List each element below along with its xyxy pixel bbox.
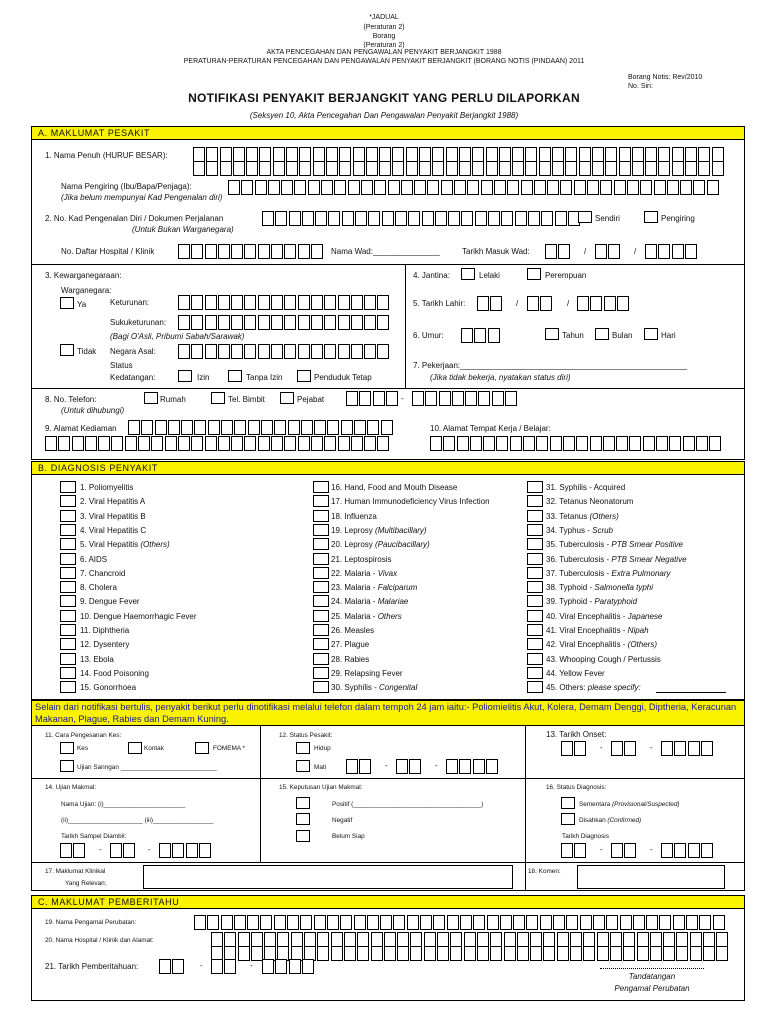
comment-label: 18. Komen: xyxy=(528,868,561,875)
self-label: Sendiri xyxy=(595,214,620,223)
disease-checkbox[interactable] xyxy=(60,510,76,522)
case-checkbox[interactable] xyxy=(60,742,74,754)
disease-checkbox[interactable] xyxy=(60,538,76,550)
guardian-label: Nama Pengiring (Ibu/Bapa/Penjaga): xyxy=(61,182,192,191)
descent-boxes[interactable] xyxy=(178,295,391,310)
comment-field[interactable] xyxy=(577,865,725,889)
resident-label: Penduduk Tetap xyxy=(314,373,372,382)
death-month-boxes[interactable] xyxy=(396,759,423,774)
patient-status-label: 12. Status Pesakit: xyxy=(279,732,333,739)
citizen-label: Warganegara: xyxy=(61,286,112,295)
dob-label: 5. Tarikh Lahir: xyxy=(413,299,466,308)
disease-checkbox[interactable] xyxy=(527,495,543,507)
citizenship-label: 3. Kewarganegaraan: xyxy=(45,271,122,280)
subdescent-label: Sukuketurunan: xyxy=(110,318,167,327)
descent-label: Keturunan: xyxy=(110,298,150,307)
full-name-boxes-2[interactable] xyxy=(193,161,725,176)
diag-month-boxes[interactable] xyxy=(611,843,638,858)
hospital-no-label: No. Daftar Hospital / Klinik xyxy=(61,247,155,256)
header-line: (Peraturan 2) xyxy=(363,24,405,31)
female-checkbox[interactable] xyxy=(527,268,541,280)
disease-label: 24. Malaria - Malariae xyxy=(331,597,409,607)
disease-checkbox[interactable] xyxy=(313,610,329,622)
case-label: Kes xyxy=(77,745,89,752)
work-address-label: 10. Alamat Tempat Kerja / Belajar: xyxy=(430,424,551,433)
origin-label: Negara Asal: xyxy=(110,347,156,356)
diag-day-boxes[interactable] xyxy=(561,843,588,858)
disease-label: 14. Food Poisoning xyxy=(80,668,149,678)
disease-checkbox[interactable] xyxy=(313,681,329,693)
citizen-yes-checkbox[interactable] xyxy=(60,297,74,309)
alive-label: Hidup xyxy=(314,745,331,752)
death-day-boxes[interactable] xyxy=(346,759,373,774)
serial-number: No. Siri: xyxy=(628,83,653,90)
page-subtitle: (Seksyen 10, Akta Pencegahan Dan Pengawalan Penyakit Berjangkit 1988) xyxy=(249,111,519,120)
fomema-checkbox[interactable] xyxy=(195,742,209,754)
dob-month-boxes[interactable] xyxy=(527,296,554,311)
days-checkbox[interactable] xyxy=(644,328,658,340)
dead-checkbox[interactable] xyxy=(296,760,310,772)
positive-checkbox[interactable] xyxy=(296,797,310,809)
escort-checkbox[interactable] xyxy=(644,211,658,223)
disease-checkbox[interactable] xyxy=(527,610,543,622)
confirmed-label: Disahkan (Confirmed) xyxy=(579,817,642,824)
disease-checkbox[interactable] xyxy=(60,595,76,607)
dead-label: Mati xyxy=(314,764,327,771)
home-phone-checkbox[interactable] xyxy=(144,392,158,404)
notifier-label: 19. Nama Pengamal Perubatan: xyxy=(45,919,137,926)
disease-checkbox[interactable] xyxy=(527,653,543,665)
resident-checkbox[interactable] xyxy=(297,370,311,382)
hospital-no-boxes[interactable] xyxy=(178,244,324,259)
admit-date-label: Tarikh Masuk Wad: xyxy=(462,247,530,256)
disease-label: 10. Dengue Haemorrhagic Fever xyxy=(80,611,197,621)
escort-label: Pengiring xyxy=(661,214,695,223)
disease-label: 15. Gonorrhoea xyxy=(80,683,137,693)
disease-label: 2. Viral Hepatitis A xyxy=(80,497,146,507)
disease-checkbox[interactable] xyxy=(527,624,543,636)
gender-label: 4. Jantina: xyxy=(413,271,450,280)
onset-day-boxes[interactable] xyxy=(561,741,588,756)
disease-checkbox[interactable] xyxy=(313,567,329,579)
disease-label: 42. Viral Encephalitis - (Others) xyxy=(546,640,658,650)
disease-label: 37. Tuberculosis - Extra Pulmonary xyxy=(546,568,671,578)
disease-checkbox[interactable] xyxy=(527,681,543,693)
disease-checkbox[interactable] xyxy=(527,538,543,550)
admit-month-boxes[interactable] xyxy=(595,244,622,259)
disease-label: 40. Viral Encephalitis - Japanese xyxy=(546,611,663,621)
occupation-label: 7. Pekerjaan:___________________________________________________ xyxy=(413,361,688,370)
signature-label-2: Pengamal Perubatan xyxy=(614,984,690,993)
full-name-boxes[interactable] xyxy=(193,147,725,162)
notify-year-boxes[interactable] xyxy=(262,959,315,974)
self-checkbox[interactable] xyxy=(578,211,592,223)
office-phone-checkbox[interactable] xyxy=(280,392,294,404)
contact-checkbox[interactable] xyxy=(128,742,142,754)
disease-label: 1. Poliomyelitis xyxy=(80,483,134,492)
facility-label: 20. Nama Hospital / Klinik dan Alamat: xyxy=(45,937,154,944)
disease-checkbox[interactable] xyxy=(313,581,329,593)
ward-label: Nama Wad:_______________ xyxy=(331,247,440,256)
lab-test-label: 14. Ujian Makmal: xyxy=(45,784,97,791)
disease-label: 13. Ebola xyxy=(80,654,114,664)
ic-boxes[interactable] xyxy=(262,211,581,226)
disease-checkbox[interactable] xyxy=(60,667,76,679)
ic-label: 2. No. Kad Pengenalan Diri / Dokumen Perjalanan xyxy=(45,214,224,223)
descent-note: (Bagi O'Asli, Pribumi Sabah/Sarawak) xyxy=(110,332,245,341)
notify-month-boxes[interactable] xyxy=(211,959,238,974)
disease-checkbox[interactable] xyxy=(60,624,76,636)
mobile-label: Tel. Bimbit xyxy=(228,395,265,404)
office-phone-label: Pejabat xyxy=(297,395,325,404)
relevant-label: Yang Relevan: xyxy=(65,880,107,887)
disease-label: 16. Hand, Food and Mouth Disease xyxy=(331,483,458,492)
disease-label: 22. Malaria - Vivax xyxy=(331,568,398,578)
disease-checkbox[interactable] xyxy=(527,581,543,593)
pending-checkbox[interactable] xyxy=(296,830,310,842)
disease-checkbox[interactable] xyxy=(60,567,76,579)
admit-day-boxes[interactable] xyxy=(545,244,572,259)
disease-checkbox[interactable] xyxy=(527,567,543,579)
citizen-no-checkbox[interactable] xyxy=(60,344,74,356)
disease-checkbox[interactable] xyxy=(527,510,543,522)
sample-month-boxes[interactable] xyxy=(110,843,137,858)
guardian-boxes[interactable] xyxy=(228,180,720,195)
page-title: NOTIFIKASI PENYAKIT BERJANGKIT YANG PERLU DILAPORKAN xyxy=(188,91,580,105)
disease-label: 26. Measles xyxy=(331,626,375,635)
disease-checkbox[interactable] xyxy=(527,524,543,536)
others-specify-line[interactable] xyxy=(656,692,726,693)
diagnosis-date-label: Tarikh Diagnosis xyxy=(562,833,609,840)
provisional-label: Sementara (Provisional/Suspected) xyxy=(579,801,680,808)
status-label: Status xyxy=(110,361,133,370)
citizen-yes-label: Ya xyxy=(77,300,87,309)
disease-checkbox[interactable] xyxy=(60,495,76,507)
screening-checkbox[interactable] xyxy=(60,760,74,772)
phone-note: (Untuk dihubungi) xyxy=(61,406,125,415)
disease-label: 35. Tuberculosis - PTB Smear Positive xyxy=(546,540,683,550)
years-checkbox[interactable] xyxy=(545,328,559,340)
onset-label: 13. Tarikh Onset: xyxy=(546,730,607,739)
disease-checkbox[interactable] xyxy=(60,653,76,665)
disease-checkbox[interactable] xyxy=(527,638,543,650)
disease-checkbox[interactable] xyxy=(60,524,76,536)
address-boxes[interactable] xyxy=(128,420,394,435)
disease-label: 12. Dysentery xyxy=(80,640,130,650)
disease-label: 27. Plague xyxy=(331,640,370,650)
address-label: 9. Alamat Kediaman xyxy=(45,424,117,433)
form-number: Borang Notis: Rev/2010 xyxy=(628,74,703,81)
disease-label: 32. Tetanus Neonatorum xyxy=(546,497,634,507)
months-label: Bulan xyxy=(612,331,633,340)
permit-checkbox[interactable] xyxy=(178,370,192,382)
disease-label: 33. Tetanus (Others) xyxy=(546,511,619,521)
disease-checkbox[interactable] xyxy=(60,581,76,593)
full-name-label: 1. Nama Penuh (HURUF BESAR): xyxy=(45,151,168,160)
positive-label: Positif (____________________________________) xyxy=(332,801,484,808)
phone-notification-warning: Selain dari notifikasi bertulis, penyakit berikut perlu dinotifikasi melalui telefon dalam tempoh 24 jam iaitu:- Poliomielitis Akut, Kolera, Demam Denggi, Diptheria, Keracunan Makanan, Plague, Rabies dan Demam Kuning. xyxy=(31,700,745,726)
subdescent-boxes[interactable] xyxy=(178,315,391,330)
address-boxes-2[interactable] xyxy=(45,436,391,451)
disease-label: 23. Malaria - Falciparum xyxy=(331,583,418,593)
header-line: AKTA PENCEGAHAN DAN PENGAWALAN PENYAKIT BERJANGKIT 1988 xyxy=(266,49,502,56)
phone-prefix-boxes[interactable] xyxy=(346,391,399,406)
disease-label: 3. Viral Hepatitis B xyxy=(80,511,146,521)
fomema-label: FOMEMA * xyxy=(213,745,245,752)
pending-label: Belum Siap xyxy=(332,833,365,840)
disease-checkbox[interactable] xyxy=(60,681,76,693)
arrival-label: Kedatangan: xyxy=(110,373,156,382)
negative-checkbox[interactable] xyxy=(296,813,310,825)
disease-label: 34. Typhus - Scrub xyxy=(546,525,614,535)
disease-label: 38. Typhoid - Salmonella typhi xyxy=(546,583,654,593)
signature-label: Tandatangan xyxy=(628,972,676,981)
disease-label: 19. Leprosy (Multibacillary) xyxy=(331,525,427,535)
test-name-label: Nama Ujian: (i)_______________________ xyxy=(61,801,186,808)
work-address-boxes[interactable] xyxy=(430,436,723,451)
citizen-no-label: Tidak xyxy=(77,347,97,356)
negative-label: Negatif xyxy=(332,817,353,824)
female-label: Perempuan xyxy=(545,271,587,280)
home-phone-label: Rumah xyxy=(160,395,186,404)
alive-checkbox[interactable] xyxy=(296,742,310,754)
disease-checkbox[interactable] xyxy=(313,624,329,636)
disease-label: 9. Dengue Fever xyxy=(80,597,140,607)
disease-label: 41. Viral Encephalitis - Nipah xyxy=(546,626,649,635)
disease-checkbox[interactable] xyxy=(527,553,543,565)
age-label: 6. Umur: xyxy=(413,331,444,340)
male-checkbox[interactable] xyxy=(461,268,475,280)
disease-label: 17. Human Immunodeficiency Virus Infection xyxy=(331,497,490,507)
disease-label: 8. Cholera xyxy=(80,583,117,593)
years-label: Tahun xyxy=(562,331,584,340)
header-line: PERATURAN-PERATURAN PENCEGAHAN DAN PENGAWALAN PENYAKIT BERJANGKIT (BORANG NOTIS (PINDAAN) 2011 xyxy=(183,58,585,65)
disease-label: 39. Typhoid - Paratyphoid xyxy=(546,597,638,607)
disease-checkbox[interactable] xyxy=(313,495,329,507)
detection-label: 11. Cara Pengesanan Kes: xyxy=(45,732,122,739)
provisional-checkbox[interactable] xyxy=(561,797,575,809)
notifier-boxes[interactable] xyxy=(194,915,726,930)
disease-checkbox[interactable] xyxy=(60,638,76,650)
disease-label: 5. Viral Hepatitis (Others) xyxy=(80,540,170,550)
disease-label: 7. Chancroid xyxy=(80,568,126,578)
disease-label: 25. Malaria - Others xyxy=(331,611,402,621)
signature-line[interactable] xyxy=(600,968,704,969)
disease-checkbox[interactable] xyxy=(313,524,329,536)
test-name-ii-label: (ii)_____________________ (iii)_________________ xyxy=(61,817,214,824)
disease-label: 28. Rabies xyxy=(331,654,370,664)
male-label: Lelaki xyxy=(479,271,500,280)
no-permit-checkbox[interactable] xyxy=(228,370,242,382)
mobile-checkbox[interactable] xyxy=(211,392,225,404)
disease-checkbox[interactable] xyxy=(313,510,329,522)
ic-note: (Untuk Bukan Warganegara) xyxy=(132,225,234,234)
occupation-note: (Jika tidak bekerja, nyatakan status diri) xyxy=(430,373,571,382)
disease-checkbox[interactable] xyxy=(313,553,329,565)
header-line: (Peraturan 2) xyxy=(363,42,405,49)
onset-year-boxes[interactable] xyxy=(661,741,714,756)
phone-number-boxes[interactable] xyxy=(412,391,518,406)
disease-checkbox[interactable] xyxy=(313,653,329,665)
disease-label: 11. Diphtheria xyxy=(80,626,130,635)
onset-month-boxes[interactable] xyxy=(611,741,638,756)
confirmed-checkbox[interactable] xyxy=(561,813,575,825)
disease-checkbox[interactable] xyxy=(60,610,76,622)
header-line: *JADUAL xyxy=(369,14,399,21)
days-label: Hari xyxy=(661,331,676,340)
disease-checkbox[interactable] xyxy=(313,667,329,679)
disease-label: 36. Tuberculosis - PTB Smear Negative xyxy=(546,554,687,564)
diag-year-boxes[interactable] xyxy=(661,843,714,858)
permit-label: Izin xyxy=(197,373,210,382)
disease-checkbox[interactable] xyxy=(527,595,543,607)
disease-label: 44. Yellow Fever xyxy=(546,668,605,678)
section-c-header: C. MAKLUMAT PEMBERITAHU xyxy=(31,895,745,909)
disease-label: 20. Leprosy (Paucibacillary) xyxy=(331,540,430,550)
dob-year-boxes[interactable] xyxy=(577,296,630,311)
disease-checkbox[interactable] xyxy=(60,481,76,493)
disease-checkbox[interactable] xyxy=(60,553,76,565)
disease-checkbox[interactable] xyxy=(313,595,329,607)
disease-label: 30. Syphilis - Congenital xyxy=(331,683,418,693)
notify-day-boxes[interactable] xyxy=(159,959,186,974)
no-permit-label: Tanpa Izin xyxy=(246,373,283,382)
section-a-header: A. MAKLUMAT PESAKIT xyxy=(31,126,745,140)
disease-checkbox[interactable] xyxy=(313,638,329,650)
disease-checkbox[interactable] xyxy=(313,481,329,493)
disease-label: 29. Relapsing Fever xyxy=(331,668,403,678)
disease-label: 43. Whooping Cough / Pertussis xyxy=(546,654,661,664)
notify-date-label: 21. Tarikh Pemberitahuan: xyxy=(45,962,139,971)
sample-day-boxes[interactable] xyxy=(60,843,87,858)
disease-checkbox[interactable] xyxy=(527,667,543,679)
clinical-info-field[interactable] xyxy=(143,865,513,889)
disease-label: 31. Syphilis - Acquired xyxy=(546,483,626,492)
admit-year-boxes[interactable] xyxy=(645,244,698,259)
screening-label: Ujian Saringan ___________________________ xyxy=(77,764,217,771)
clinical-label: 17. Maklumat Klinikal xyxy=(45,868,106,875)
facility-boxes[interactable] xyxy=(211,932,730,947)
disease-label: 6. AIDS xyxy=(80,554,108,564)
phone-label: 8. No. Telefon: xyxy=(45,395,97,404)
sample-date-label: Tarikh Sampel Diambil: xyxy=(61,833,127,840)
sample-year-boxes[interactable] xyxy=(159,843,212,858)
diagnosis-status-label: 16. Status Diagnosis: xyxy=(546,784,607,791)
lab-result-label: 15. Keputusan Ujian Makmal: xyxy=(279,784,363,791)
header-line: Borang xyxy=(372,33,396,40)
disease-checkbox[interactable] xyxy=(313,538,329,550)
disease-label: 18. Influenza xyxy=(331,511,377,521)
section-b-header: B. DIAGNOSIS PENYAKIT xyxy=(31,461,745,475)
disease-label: 4. Viral Hepatitis C xyxy=(80,525,147,535)
origin-boxes[interactable] xyxy=(178,344,391,359)
guardian-note: (Jika belum mempunyai Kad Pengenalan diri) xyxy=(61,193,223,202)
contact-label: Kontak xyxy=(144,745,164,752)
months-checkbox[interactable] xyxy=(595,328,609,340)
disease-label: 45. Others: please specify: xyxy=(546,683,641,693)
dob-day-boxes[interactable] xyxy=(477,296,504,311)
death-year-boxes[interactable] xyxy=(446,759,499,774)
disease-checkbox[interactable] xyxy=(527,481,543,493)
age-boxes[interactable] xyxy=(461,328,501,343)
disease-label: 21. Leptospirosis xyxy=(331,554,392,564)
